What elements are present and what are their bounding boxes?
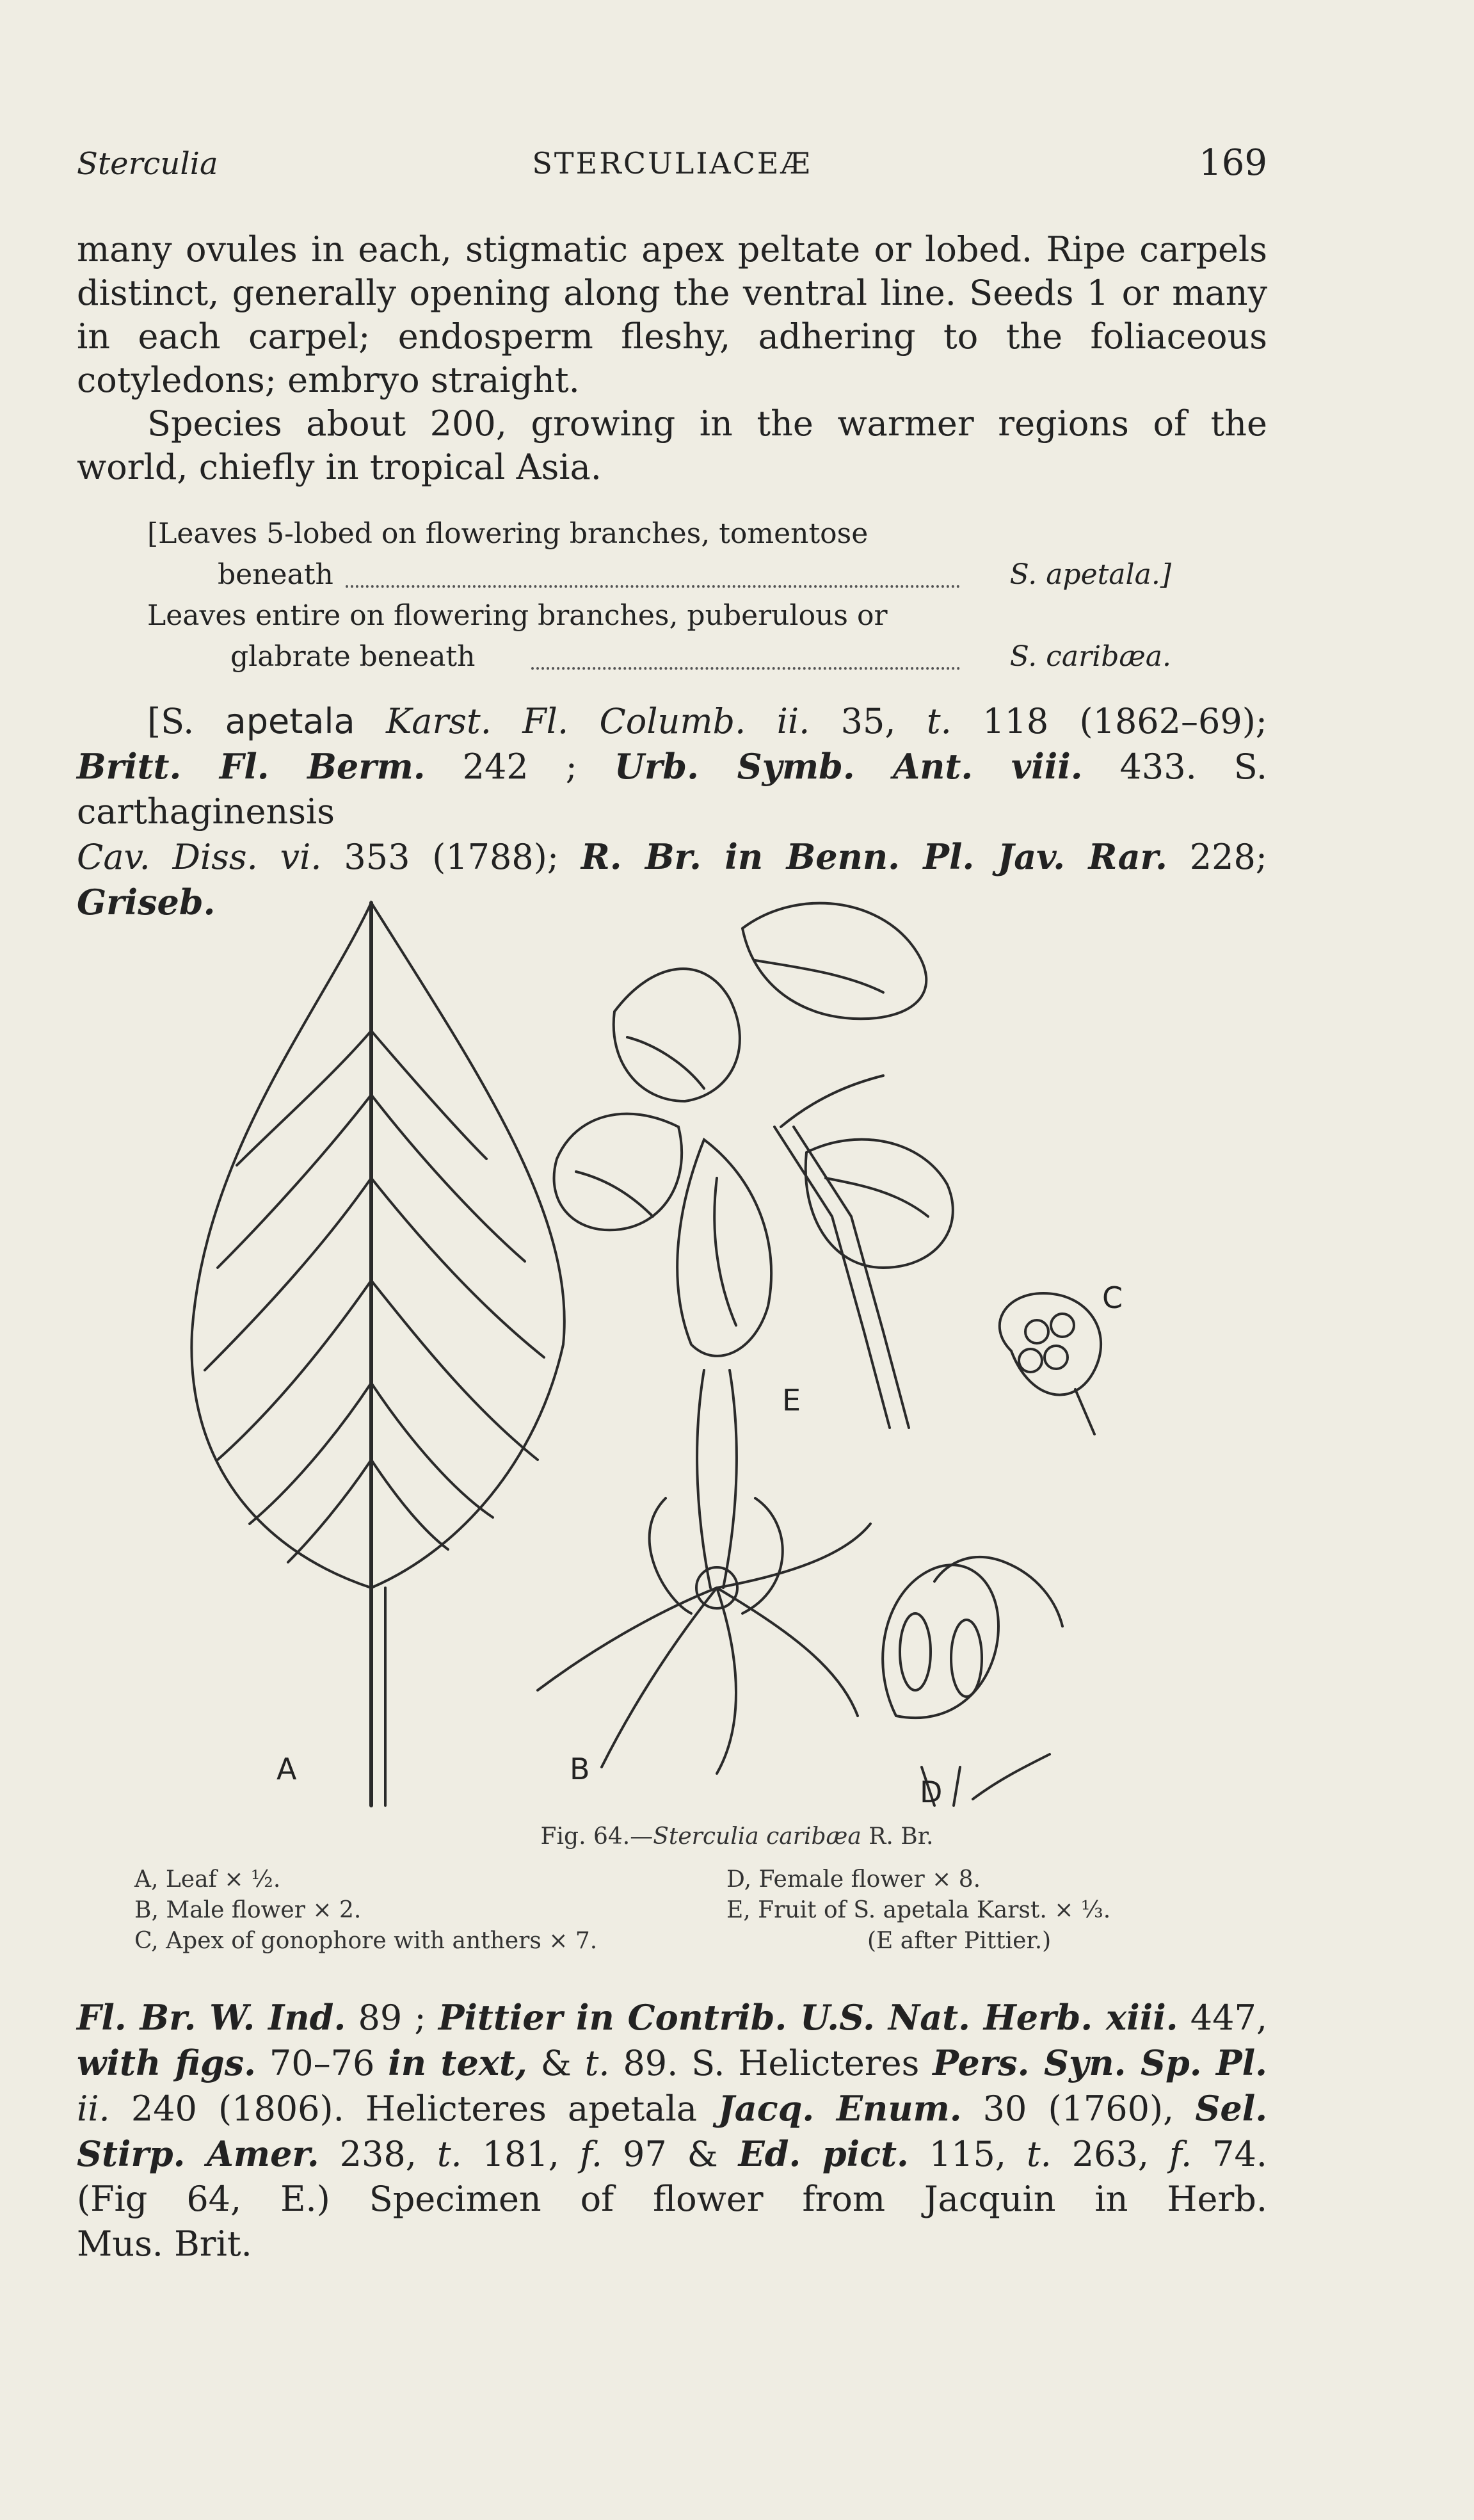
key-lead-b-line2: glabrate beneath S. caribæa. (147, 636, 1171, 677)
legend-item: D, Female flower × 8. (726, 1866, 981, 1893)
key-species-caribaea: S. caribæa. (1009, 640, 1171, 673)
figure-legend-right (726, 1864, 1110, 1957)
running-header (77, 142, 1267, 193)
figure-legend-left (134, 1864, 597, 1957)
figure-64-illustration (179, 884, 1126, 1825)
synonymy-cont-line-3: ii. 240 (1806). Helicteres apetala Jacq. Enum. 30 (1760), Sel. (77, 2088, 1268, 2129)
key-leader-dots (531, 667, 960, 670)
species-key (147, 513, 1171, 677)
legend-item: C, Apex of gonophore with anthers × 7. (134, 1928, 598, 1954)
paragraph-species: Species about 200, growing in the warmer regions of the world, chiefly in tropical Asia. (77, 403, 1267, 487)
figure-label-b: B (570, 1752, 590, 1786)
paragraph-carpels: many ovules in each, stigmatic apex peltate or lobed. Ripe carpels distinct, generally opening along the ventral line. Seeds 1 or many in each carpel; endosperm fleshy, adhering to the foliaceous cotyledons; embryo straight. (77, 229, 1267, 400)
synonymy-continued (77, 1995, 1267, 2266)
male-flower-drawing (538, 1370, 870, 1773)
key-leader-dots (346, 585, 960, 588)
synonymy-line-2: Britt. Fl. Berm. 242 ; Urb. Symb. Ant. viii. 433. S. carthaginensis (77, 746, 1267, 832)
header-family: STERCULIACEÆ (532, 146, 812, 181)
synonymy-line-3: Cav. Diss. vi. 353 (1788); R. Br. in Benn. Pl. Jav. Rar. 228; Griseb. (77, 836, 1267, 923)
legend-item: B, Male flower × 2. (134, 1897, 362, 1923)
female-flower-drawing (883, 1557, 1062, 1805)
figure-caption: Fig. 64.—Sterculia caribæa R. Br. (540, 1823, 934, 1850)
key-lead-b-line1: Leaves entire on flowering branches, puberulous or (147, 599, 888, 632)
leaf-drawing (191, 903, 564, 1805)
legend-item: (E after Pittier.) (867, 1928, 1052, 1954)
legend-item: A, Leaf × ½. (134, 1866, 281, 1893)
synonymy-cont-line-1: Fl. Br. W. Ind. 89 ; Pittier in Contrib. U.S. Nat. Herb. xiii. 447, (77, 1997, 1267, 2038)
fruit-drawing (554, 903, 953, 1428)
synonymy-cont-line-4: Stirp. Amer. 238, t. 181, f. 97 & Ed. pict. 115, t. 263, f. 74. (77, 2133, 1267, 2174)
header-genus: Sterculia (77, 146, 218, 182)
key-lead-a-line2: beneath S. apetala.] (147, 554, 1171, 595)
figure-label-d: D (920, 1775, 943, 1809)
gonophore-apex-drawing (1000, 1293, 1101, 1434)
figure-label-e: E (782, 1383, 801, 1418)
genus-description (77, 228, 1267, 489)
figure-label-a: A (276, 1752, 297, 1786)
synonymy-line-1: [S. apetala Karst. Fl. Columb. ii. 35, t. 118 (1862–69); (147, 701, 1267, 741)
legend-item: E, Fruit of S. apetala Karst. × ⅓. (726, 1897, 1111, 1923)
synonymy-cont-line-5: (Fig 64, E.) Specimen of flower from Jacquin in Herb. (77, 2179, 1267, 2219)
botanical-drawing (179, 884, 1126, 1825)
page-number: 169 (1199, 142, 1267, 184)
synonymy-cont-line-6: Mus. Brit. (77, 2224, 252, 2264)
key-lead-a-line1: [Leaves 5-lobed on flowering branches, tomentose (147, 517, 869, 550)
synonymy-cont-line-2: with figs. 70–76 in text, & t. 89. S. Helicteres Pers. Syn. Sp. Pl. (77, 2042, 1267, 2083)
key-species-apetala: S. apetala.] (1009, 558, 1171, 591)
figure-label-c: C (1102, 1280, 1123, 1315)
